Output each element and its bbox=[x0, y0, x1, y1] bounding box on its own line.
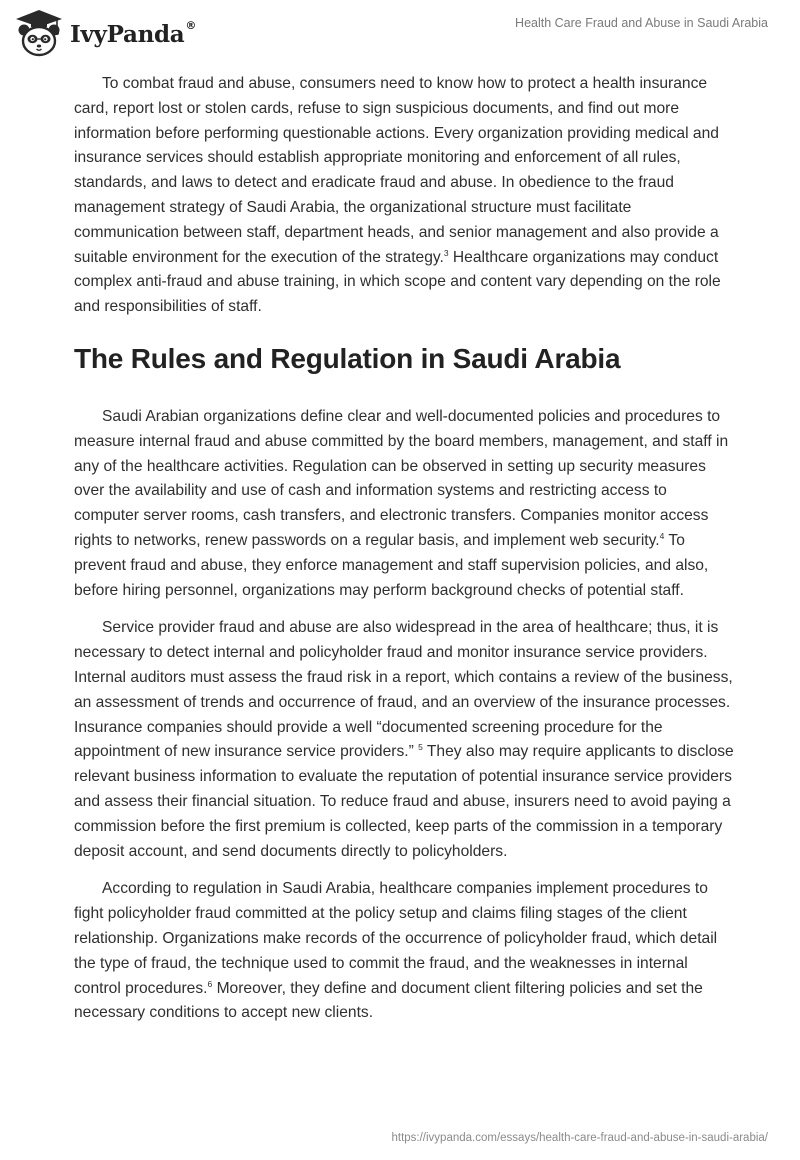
footnote-ref[interactable]: 5 bbox=[418, 742, 423, 753]
section-paragraph-2: Service provider fraud and abuse are also widespread in the area of healthcare; thus, it is necessary to detect internal and policyholder fraud and monitor insurance service providers. Internal auditors must assess the fraud risk in a report, which contains a review of the business, an assessment of trends and occurrence of fraud, and an overview of the insurance processes. Insurance companies should provide a well “documented screening procedure for the appointment of new insurance service providers.” $^5$ They also may require applicants to disclose relevant business information to evaluate the reputation of potential insurance service providers and assess their financial situation. To reduce fraud and abuse, insurers need to avoid paying a commission before the first premium is collected, keep parts of the commission in a temporary deposit account, and send documents directly to policyholders. bbox=[74, 619, 734, 860]
intro-paragraph: To combat fraud and abuse, consumers need to know how to protect a health insurance card, report lost or stolen cards, refuse to sign suspicious documents, and find out more information before performing questionable actions. Every organization providing medical and insurance services should establish appropriate monitoring and enforcement of all rules, standards, and laws to detect and eradicate fraud and abuse. In obedience to the fraud management strategy of Saudi Arabia, the organizational structure must facilitate communication between staff, department heads, and senior management and also provide a suitable environment for the execution of the strategy.$^3$ Healthcare organizations may conduct complex anti-fraud and abuse training, in which scope and content vary depending on the role and responsibilities of staff. bbox=[74, 75, 721, 316]
document-title: Health Care Fraud and Abuse in Saudi Arabia bbox=[515, 16, 768, 30]
section-heading: The Rules and Regulation in Saudi Arabia bbox=[74, 342, 621, 374]
section-paragraph-3: According to regulation in Saudi Arabia, healthcare companies implement procedures to fight policyholder fraud committed at the policy setup and claims filing stages of the client relationship. Organizations make records of the occurrence of policyholder fraud, which detail the type of fraud, the technique used to commit the fraud, and the weaknesses in internal control procedures.$^6$ Moreover, they define and document client filtering policies and set the necessary conditions to accept new clients. bbox=[74, 880, 718, 1022]
section-paragraph-1: Saudi Arabian organizations define clear and well-documented policies and procedures to measure internal fraud and abuse committed by the board members, management, and staff in any of the healthcare activities. Regulation can be observed in setting up security measures over the availability and use of cash and information systems and restricting access to computer server rooms, cash transfers, and electronic transfers. Companies monitor access rights to networks, renew passwords on a regular basis, and implement web security.$^4$ To prevent fraud and abuse, they enforce management and staff supervision policies, and also, before hiring personnel, organizations may perform background checks of potential staff. bbox=[74, 407, 729, 599]
brand-name: IvyPanda® bbox=[70, 18, 197, 48]
panda-graduate-logo-icon bbox=[12, 8, 66, 58]
essay-content bbox=[74, 72, 734, 1039]
footnote-ref[interactable]: 3 bbox=[443, 247, 449, 258]
footnote-ref[interactable]: 6 bbox=[207, 978, 213, 989]
source-url[interactable]: https://ivypanda.com/essays/health-care-fraud-and-abuse-in-saudi-arabia/ bbox=[391, 1132, 768, 1144]
brand-logo[interactable] bbox=[12, 8, 196, 58]
page-header bbox=[0, 0, 800, 64]
footnote-ref[interactable]: 4 bbox=[659, 530, 665, 541]
registered-mark: ® bbox=[185, 18, 197, 32]
